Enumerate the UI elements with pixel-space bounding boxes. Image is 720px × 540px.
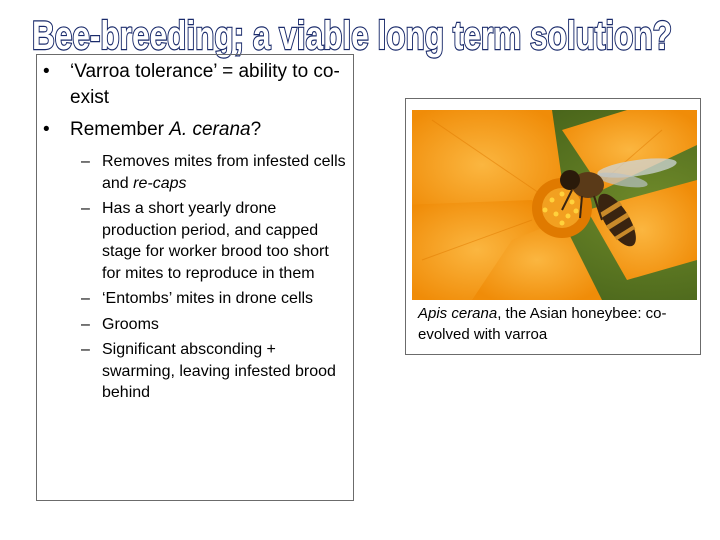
sub-bullet-marker: – — [81, 315, 90, 333]
sub-bullet-text-italic: re-caps — [133, 174, 187, 192]
caption-text: , the Asian honeybee: co-evolved with varroa — [418, 305, 667, 343]
sub-bullet-text: Significant absconding + swarming, leaving infested brood behind — [102, 341, 336, 401]
sub-bullet-list — [37, 151, 355, 404]
bullet-marker: • — [43, 119, 50, 140]
sub-bullet-text-prefix: Removes mites from infested cells and — [102, 153, 346, 192]
bullet-text-box — [36, 54, 354, 501]
bullet-text-italic: A. cerana — [169, 119, 251, 140]
sub-bullet-marker: – — [81, 153, 90, 170]
sub-bullet-text: Grooms — [102, 315, 159, 333]
sub-bullet-marker: – — [81, 341, 90, 358]
bullet-list — [37, 59, 355, 408]
sub-bullet-text: ‘Entombs’ mites in drone cells — [102, 290, 314, 307]
bullet-marker: • — [43, 61, 50, 82]
bullet-item — [37, 117, 355, 143]
bullet-text-suffix: ? — [250, 119, 262, 140]
sub-bullet-item — [37, 198, 355, 284]
bullet-text-prefix: Remember — [70, 119, 170, 140]
bullet-item — [37, 59, 355, 111]
slide-title-text: Bee-breeding; a viable long term solution? — [32, 14, 672, 58]
sub-bullet-text: Has a short yearly drone production period, and capped stage for worker brood too short for mites to reproduce in them — [102, 200, 329, 282]
photo-caption — [418, 303, 698, 345]
sub-bullet-item — [37, 288, 355, 310]
sub-bullet-item — [37, 339, 355, 404]
sub-bullet-item — [37, 314, 355, 336]
caption-species: Apis cerana — [418, 305, 498, 322]
bullet-text: ‘Varroa tolerance’ = ability to co-exist — [70, 61, 340, 108]
bee-on-flower-photo — [412, 110, 697, 300]
sub-bullet-marker: – — [81, 200, 90, 217]
sub-bullet-marker: – — [81, 290, 90, 307]
slide-title — [0, 2, 720, 60]
sub-bullet-item — [37, 151, 355, 194]
